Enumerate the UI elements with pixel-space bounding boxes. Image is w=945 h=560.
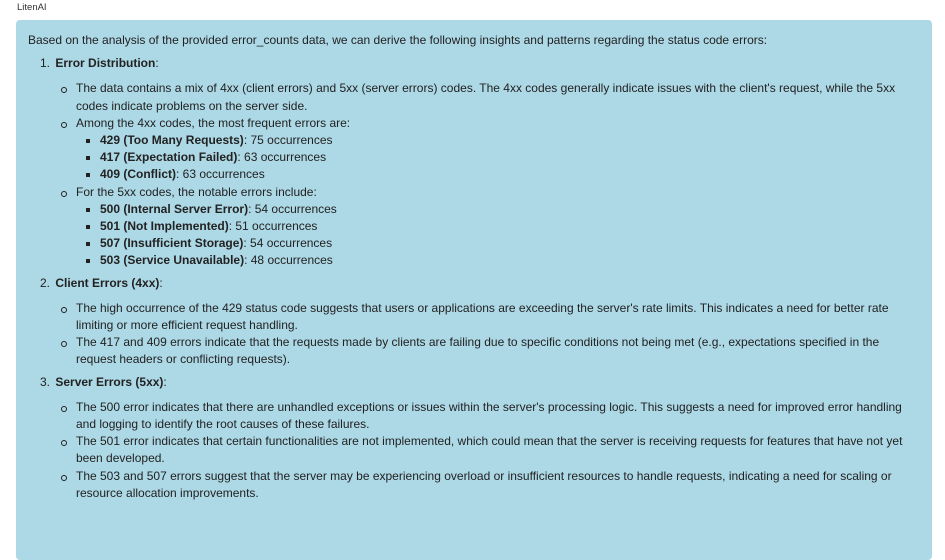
server-error-item: 503 (Service Unavailable): 48 occurrences — [100, 252, 918, 269]
client-error-item: 417 (Expectation Failed): 63 occurrences — [100, 149, 918, 166]
insights-list — [28, 55, 918, 502]
server-error-item: 501 (Not Implemented): 51 occurrences — [100, 218, 918, 235]
section-title: 3. Server Errors (5xx): — [40, 374, 167, 389]
server-error-item: 500 (Internal Server Error): 54 occurrences — [100, 201, 918, 218]
client-error-item: 409 (Conflict): 63 occurrences — [100, 166, 918, 183]
list-item: The data contains a mix of 4xx (client errors) and 5xx (server errors) codes. The 4xx codes generally indicate issues with the client's request, while the 5xx codes indicate problems on the server side. — [76, 80, 918, 114]
intro-text: Based on the analysis of the provided error_counts data, we can derive the following insights and patterns regarding the status code errors: — [28, 33, 768, 47]
client-error-list — [76, 132, 918, 184]
list-item: For the 5xx codes, the notable errors include: 500 (Internal Server Error): 54 occurrences 501 (Not Implemented): 51 occurrences 507 (Insufficient Storage): 54 occurrences 503 (Service Unavailable): 48 occurrences — [76, 184, 918, 270]
section-server-errors — [40, 374, 918, 502]
section-points — [52, 80, 918, 269]
list-item: The high occurrence of the 429 status code suggests that users or applications are exceeding the server's rate limits. This indicates a need for better rate limiting or more efficient request handling. — [76, 300, 918, 334]
server-error-item: 507 (Insufficient Storage): 54 occurrences — [100, 235, 918, 252]
section-title: 2. Client Errors (4xx): — [40, 275, 163, 290]
server-error-list — [76, 201, 918, 270]
section-points — [52, 399, 918, 502]
client-error-item: 429 (Too Many Requests): 75 occurrences — [100, 132, 918, 149]
section-points — [52, 300, 918, 369]
assistant-message — [16, 20, 932, 560]
list-item: The 417 and 409 errors indicate that the requests made by clients are failing due to specific conditions not being met (e.g., expectations specified in the request headers or conflicting requests). — [76, 334, 918, 368]
section-error-distribution — [40, 55, 918, 269]
sender-name: LitenAI — [17, 2, 47, 13]
list-item: Among the 4xx codes, the most frequent errors are: 429 (Too Many Requests): 75 occurrences 417 (Expectation Failed): 63 occurrences 409 (Conflict): 63 occurrences — [76, 115, 918, 184]
list-item: The 500 error indicates that there are unhandled exceptions or issues within the server's processing logic. This suggests a need for improved error handling and logging to identify the root causes of these failures. — [76, 399, 918, 433]
section-client-errors — [40, 275, 918, 369]
list-item: The 501 error indicates that certain functionalities are not implemented, which could mean that the server is receiving requests for features that have not yet been developed. — [76, 433, 918, 467]
section-title: 1. Error Distribution: — [40, 56, 159, 71]
list-item: The 503 and 507 errors suggest that the server may be experiencing overload or insufficient resources to handle requests, indicating a need for scaling or resource allocation improvements. — [76, 468, 918, 502]
